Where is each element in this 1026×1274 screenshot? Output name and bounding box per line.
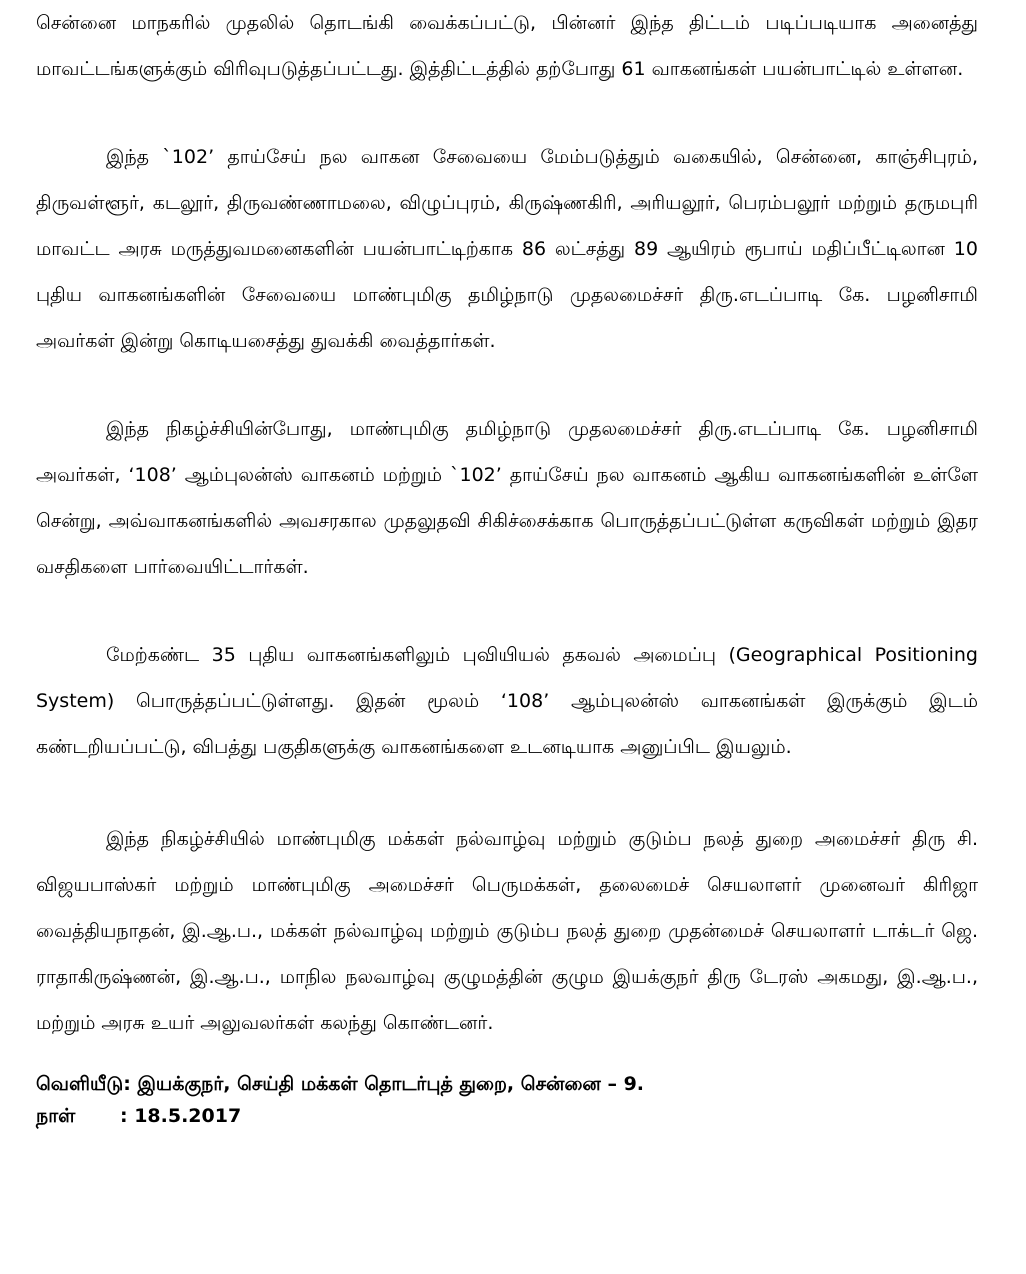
- paragraph-102-service-expansion: இந்த `102’ தாய்சேய் நல வாகன சேவையை மேம்படுத்தும் வகையில், சென்னை, காஞ்சிபுரம், திருவள்ளூர், கடலூர், திருவண்ணாமலை, விழுப்புரம், கிருஷ்ணகிரி, அரியலூர், பெரம்பலூர் மற்றும் தருமபுரி மாவட்ட அரசு மருத்துவமனைகளின் பயன்பாட்டிற்காக 86 லட்சத்து 89 ஆயிரம் ரூபாய் மதிப்பீட்டிலான 10 புதிய வாகனங்களின் சேவையை மாண்புமிகு தமிழ்நாடு முதலமைச்சர் திரு.எடப்பாடி கே. பழனிசாமி அவர்கள் இன்று கொடியசைத்து துவக்கி வைத்தார்கள்.: [36, 146, 978, 352]
- release-issuer-text: வெளியீடு: இயக்குநர், செய்தி மக்கள் தொடர்புத் துறை, சென்னை – 9.: [36, 1073, 645, 1095]
- release-date-label: நாள்: [36, 1105, 76, 1127]
- release-footer: [36, 1068, 978, 1132]
- paragraph-attendees: இந்த நிகழ்ச்சியில் மாண்புமிகு மக்கள் நல்வாழ்வு மற்றும் குடும்ப நலத் துறை அமைச்சர் திரு சி. விஜயபாஸ்கர் மற்றும் மாண்புமிகு அமைச்சர் பெருமக்கள், தலைமைச் செயலாளர் முனைவர் கிரிஜா வைத்தியநாதன், இ.ஆ.ப., மக்கள் நல்வாழ்வு மற்றும் குடும்ப நலத் துறை முதன்மைச் செயலாளர் டாக்டர் ஜெ. ராதாகிருஷ்ணன், இ.ஆ.ப., மாநில நலவாழ்வு குழுமத்தின் குழும இயக்குநர் திரு டேரஸ் அகமது, இ.ஆ.ப., மற்றும் அரசு உயர் அலுவலர்கள் கலந்து கொண்டனர்.: [36, 828, 978, 1034]
- paragraph-intro-continuation: சென்னை மாநகரில் முதலில் தொடங்கி வைக்கப்பட்டு, பின்னர் இந்த திட்டம் படிப்படியாக அனைத்து மாவட்டங்களுக்கும் விரிவுபடுத்தப்பட்டது. இத்திட்டத்தில் தற்போது 61 வாகனங்கள் பயன்பாட்டில் உள்ளன.: [36, 12, 978, 80]
- release-date: [36, 1100, 978, 1132]
- paragraph-vehicle-inspection: இந்த நிகழ்ச்சியின்போது, மாண்புமிகு தமிழ்நாடு முதலமைச்சர் திரு.எடப்பாடி கே. பழனிசாமி அவர்கள், ‘108’ ஆம்புலன்ஸ் வாகனம் மற்றும் `102’ தாய்சேய் நல வாகனம் ஆகிய வாகனங்களின் உள்ளே சென்று, அவ்வாகனங்களில் அவசரகால முதலுதவி சிகிச்சைக்காக பொருத்தப்பட்டுள்ள கருவிகள் மற்றும் இதர வசதிகளை பார்வையிட்டார்கள்.: [36, 418, 978, 578]
- release-issuer: [36, 1068, 978, 1100]
- paragraph-gps-system: மேற்கண்ட 35 புதிய வாகனங்களிலும் புவியியல் தகவல் அமைப்பு (Geographical Positioning System) பொருத்தப்பட்டுள்ளது. இதன் மூலம் ‘108’ ஆம்புலன்ஸ் வாகனங்கள் இருக்கும் இடம் கண்டறியப்பட்டு, விபத்து பகுதிகளுக்கு வாகனங்களை உடனடியாக அனுப்பிட இயலும்.: [36, 644, 978, 758]
- release-date-value: : 18.5.2017: [120, 1105, 242, 1127]
- press-release-page: [36, 0, 978, 1132]
